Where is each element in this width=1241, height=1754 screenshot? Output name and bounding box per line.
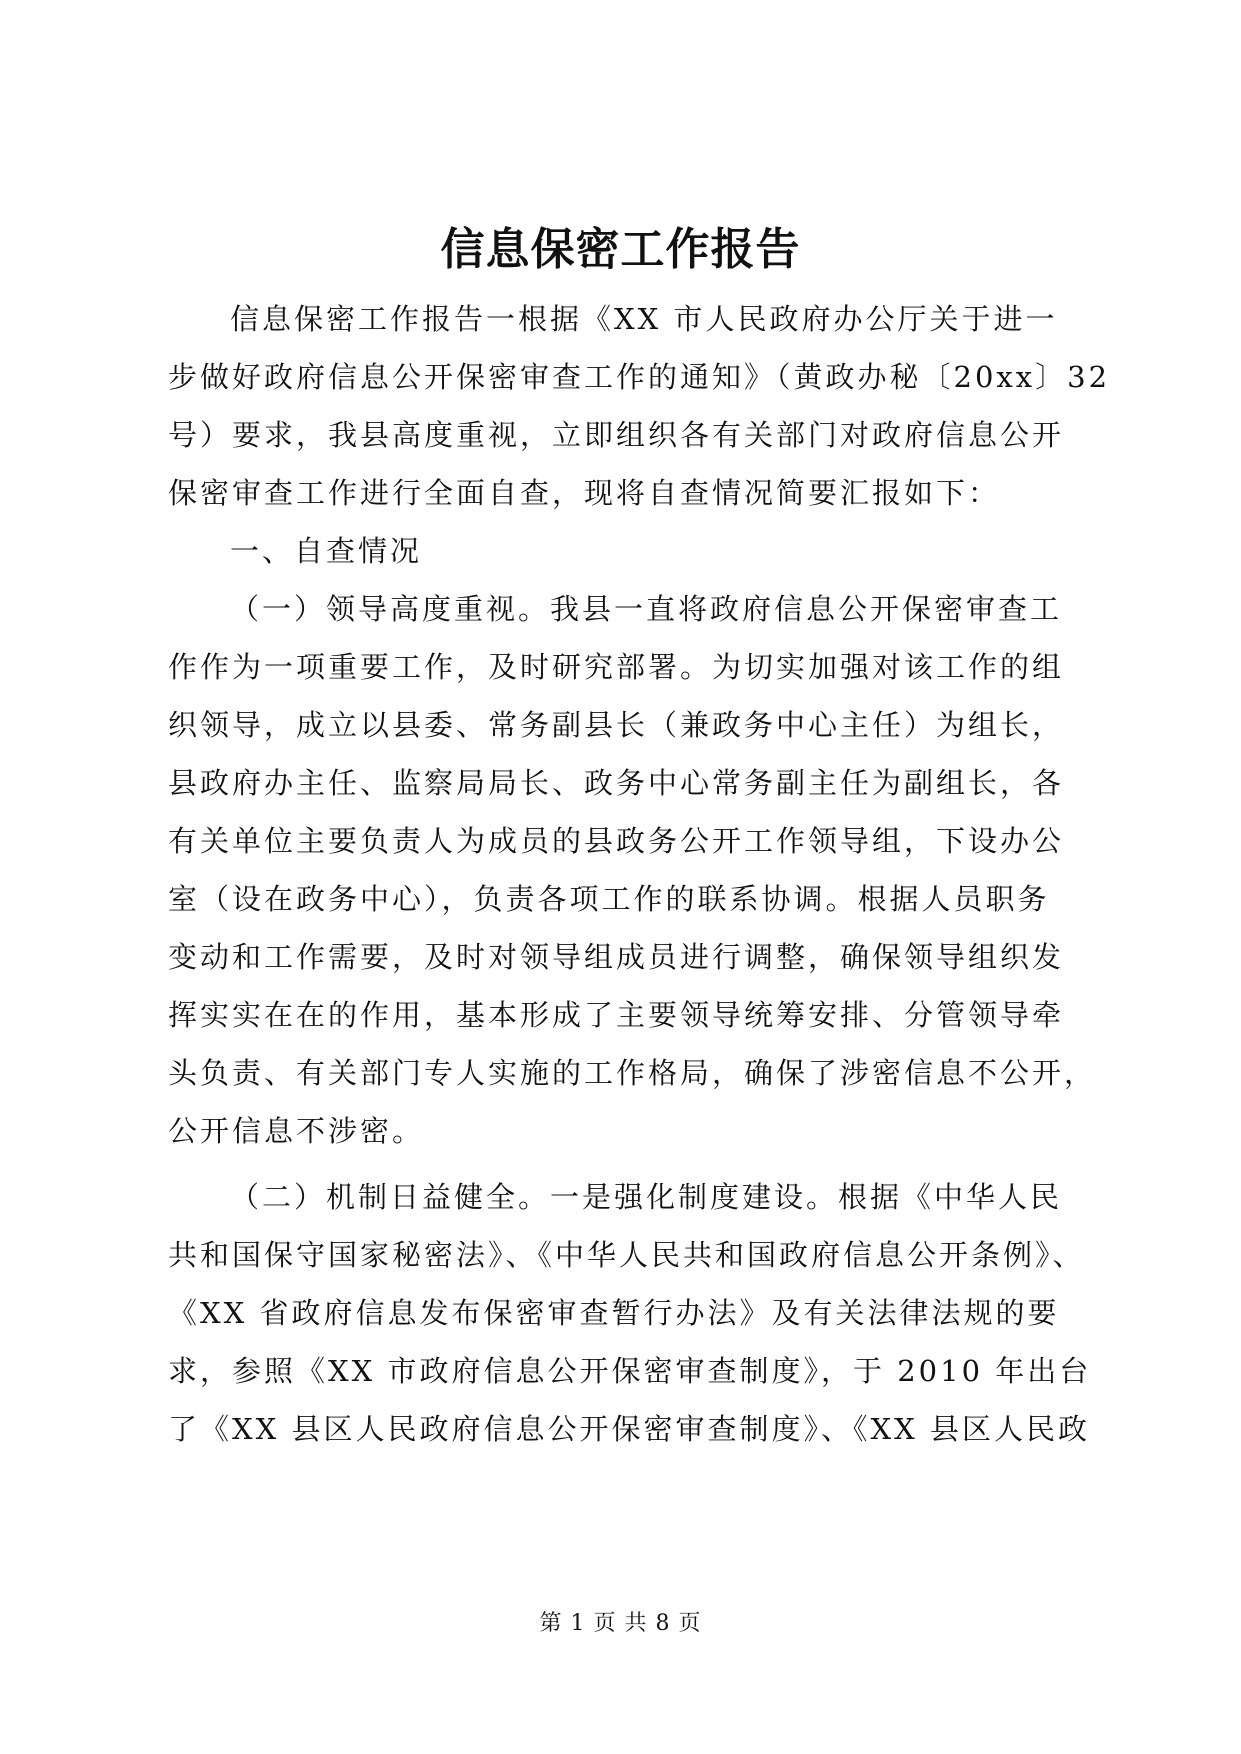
paragraph-line: （一）领导高度重视。我县一直将政府信息公开保密审查工 [230, 592, 1063, 626]
paragraph-line: 变动和工作需要，及时对领导组成员进行调整，确保领导组织发 [168, 940, 1065, 974]
paragraph-line: 织领导，成立以县委、常务副县长（兼政务中心主任）为组长， [168, 708, 1065, 742]
paragraph-line: 信息保密工作报告一根据《XX 市人民政府办公厅关于进一 [230, 302, 1058, 336]
paragraph-gap [168, 1160, 1088, 1168]
paragraph-line: 挥实实在在的作用，基本形成了主要领导统筹安排、分管领导牵 [168, 998, 1065, 1032]
paragraph-line: 作作为一项重要工作，及时研究部署。为切实加强对该工作的组 [168, 650, 1065, 684]
paragraph-line: 保密审查工作进行全面自查，现将自查情况简要汇报如下： [168, 476, 1001, 510]
paragraph-line: 室（设在政务中心），负责各项工作的联系协调。根据人员职务 [168, 882, 1050, 916]
document-title: 信息保密工作报告 [440, 224, 801, 275]
page-number-footer: 第 1 页 共 8 页 [539, 1611, 702, 1636]
section-heading: 一、自查情况 [230, 534, 423, 568]
paragraph-line: 共和国保守国家秘密法》、《中华人民共和国政府信息公开条例》、 [168, 1238, 1085, 1272]
paragraph-line: 有关单位主要负责人为成员的县政务公开工作领导组，下设办公 [168, 824, 1065, 858]
paragraph-line: 求，参照《XX 市政府信息公开保密审查制度》，于 2010 年出台 [168, 1354, 1092, 1388]
paragraph-line: 县政府办主任、监察局局长、政务中心常务副主任为副组长，各 [168, 766, 1065, 800]
document-body [168, 290, 1111, 1458]
paragraph-line: 公开信息不涉密。 [168, 1114, 425, 1148]
paragraph-line: 头负责、有关部门专人实施的工作格局，确保了涉密信息不公开， [168, 1056, 1097, 1090]
paragraph-line: 了《XX 县区人民政府信息公开保密审查制度》、《XX 县区人民政 [168, 1412, 1091, 1446]
paragraph-line: 步做好政府信息公开保密审查工作的通知》（黄政办秘〔20xx〕32 [168, 360, 1111, 394]
paragraph-line: （二）机制日益健全。一是强化制度建设。根据《中华人民 [230, 1180, 1063, 1214]
paragraph-line: 《XX 省政府信息发布保密审查暂行办法》及有关法律法规的要 [168, 1296, 1060, 1330]
paragraph-line: 号）要求，我县高度重视，立即组织各有关部门对政府信息公开 [168, 418, 1065, 452]
